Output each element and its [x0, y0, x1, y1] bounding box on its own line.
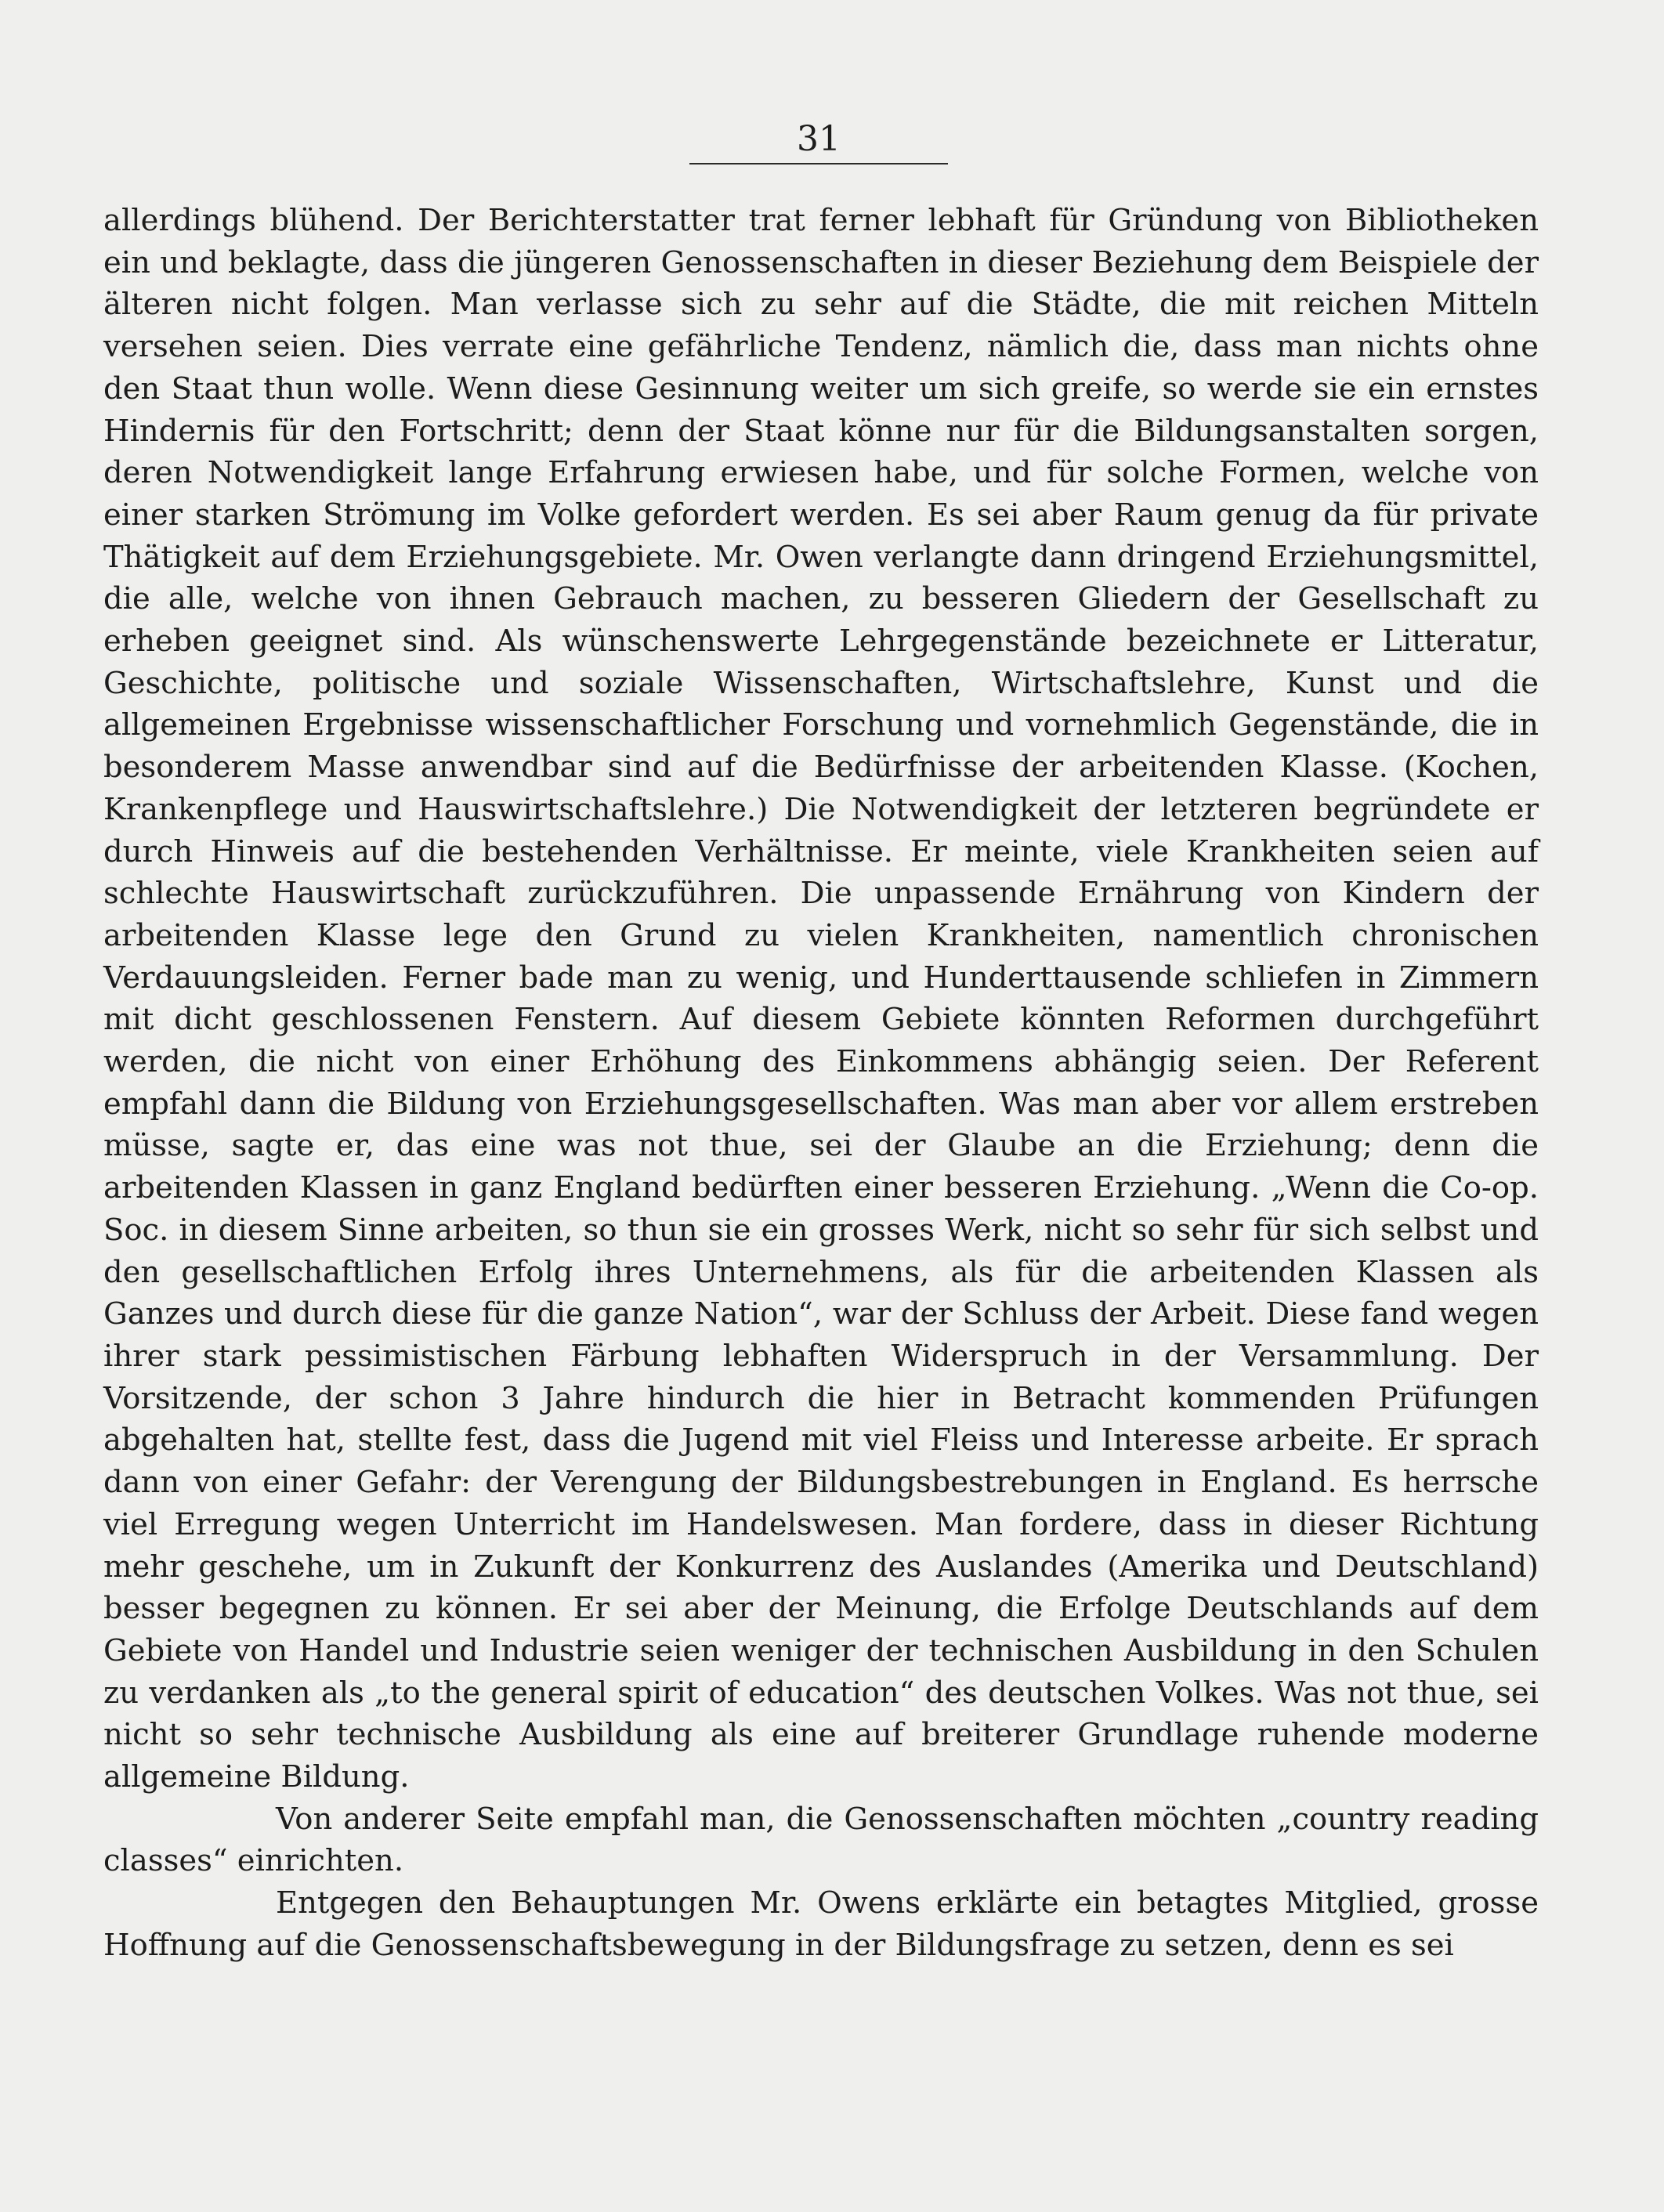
header-rule: [689, 163, 948, 164]
paragraph-1: allerdings blühend. Der Berichterstatter trat ferner lebhaft für Gründung von Bibliotheken ein und beklagte, dass die jüngeren Genossenschaften in dieser Beziehung dem Beispiele der älteren nicht folgen. Man verlasse sich zu sehr auf die Städte, die mit reichen Mitteln versehen seien. Dies verrate eine gefährliche Tendenz, nämlich die, dass man nichts ohne den Staat thun wolle. Wenn diese Gesinnung weiter um sich greife, so werde sie ein ernstes Hindernis für den Fortschritt; denn der Staat könne nur für die Bildungsanstalten sorgen, deren Notwendigkeit lange Erfahrung erwiesen habe, und für solche Formen, welche von einer starken Strömung im Volke gefordert werden. Es sei aber Raum genug da für private Thätigkeit auf dem Erziehungsgebiete. Mr. Owen verlangte dann dringend Erziehungsmittel, die alle, welche von ihnen Gebrauch machen, zu besseren Gliedern der Gesellschaft zu erheben geeignet sind. Als wünschenswerte Lehrgegenstände bezeichnete er Litteratur, Geschichte, politische und soziale Wissenschaften, Wirtschaftslehre, Kunst und die allgemeinen Ergebnisse wissenschaftlicher Forschung und vornehmlich Gegenstände, die in besonderem Masse anwendbar sind auf die Bedürfnisse der arbeitenden Klasse. (Kochen, Krankenpflege und Hauswirtschaftslehre.) Die Notwendigkeit der letzteren begründete er durch Hinweis auf die bestehenden Verhältnisse. Er meinte, viele Krankheiten seien auf schlechte Hauswirtschaft zurückzuführen. Die unpassende Ernährung von Kindern der arbeitenden Klasse lege den Grund zu vielen Krankheiten, namentlich chronischen Verdauungsleiden. Ferner bade man zu wenig, und Hunderttausende schliefen in Zimmern mit dicht geschlossenen Fenstern. Auf diesem Gebiete könnten Reformen durchgeführt werden, die nicht von einer Erhöhung des Einkommens abhängig seien. Der Referent empfahl dann die Bildung von Erziehungsgesellschaften. Was man aber vor allem erstreben müsse, sagte er, das eine was not thue, sei der Glaube an die Erziehung; denn die arbeitenden Klassen in ganz England bedürften einer besseren Erziehung. „Wenn die Co-op. Soc. in diesem Sinne arbeiten, so thun sie ein grosses Werk, nicht so sehr für sich selbst und den gesellschaftlichen Erfolg ihres Unternehmens, als für die arbeitenden Klassen als Ganzes und durch diese für die ganze Nation“, war der Schluss der Arbeit. Diese fand wegen ihrer stark pessimistischen Färbung lebhaften Widerspruch in der Versammlung. Der Vorsitzende, der schon 3 Jahre hindurch die hier in Betracht kommenden Prüfungen abgehalten hat, stellte fest, dass die Jugend mit viel Fleiss und Interesse arbeite. Er sprach dann von einer Gefahr: der Verengung der Bildungsbestrebungen in England. Es herrsche viel Erregung wegen Unterricht im Handelswesen. Man fordere, dass in dieser Richtung mehr geschehe, um in Zukunft der Konkurrenz des Auslandes (Amerika und Deutschland) besser begegnen zu können. Er sei aber der Meinung, die Erfolge Deutschlands auf dem Gebiete von Handel und Industrie seien weniger der technischen Ausbildung in den Schulen zu verdanken als „to the general spirit of education“ des deutschen Volkes. Was not thue, sei nicht so sehr technische Ausbildung als eine auf breiterer Grundlage ruhende moderne allgemeine Bildung.: [103, 203, 1539, 1795]
paragraph-2: Von anderer Seite empfahl man, die Genossenschaften möchten „country reading classes“ einrichten.: [103, 1801, 1539, 1879]
page-header: [689, 117, 948, 164]
body-text: [103, 200, 1539, 1967]
page-number: 31: [797, 119, 841, 159]
paragraph-3: Entgegen den Behauptungen Mr. Owens erklärte ein betagtes Mitglied, grosse Hoffnung auf die Genossenschaftsbewegung in der Bildungsfrage zu setzen, denn es sei: [103, 1885, 1539, 1963]
